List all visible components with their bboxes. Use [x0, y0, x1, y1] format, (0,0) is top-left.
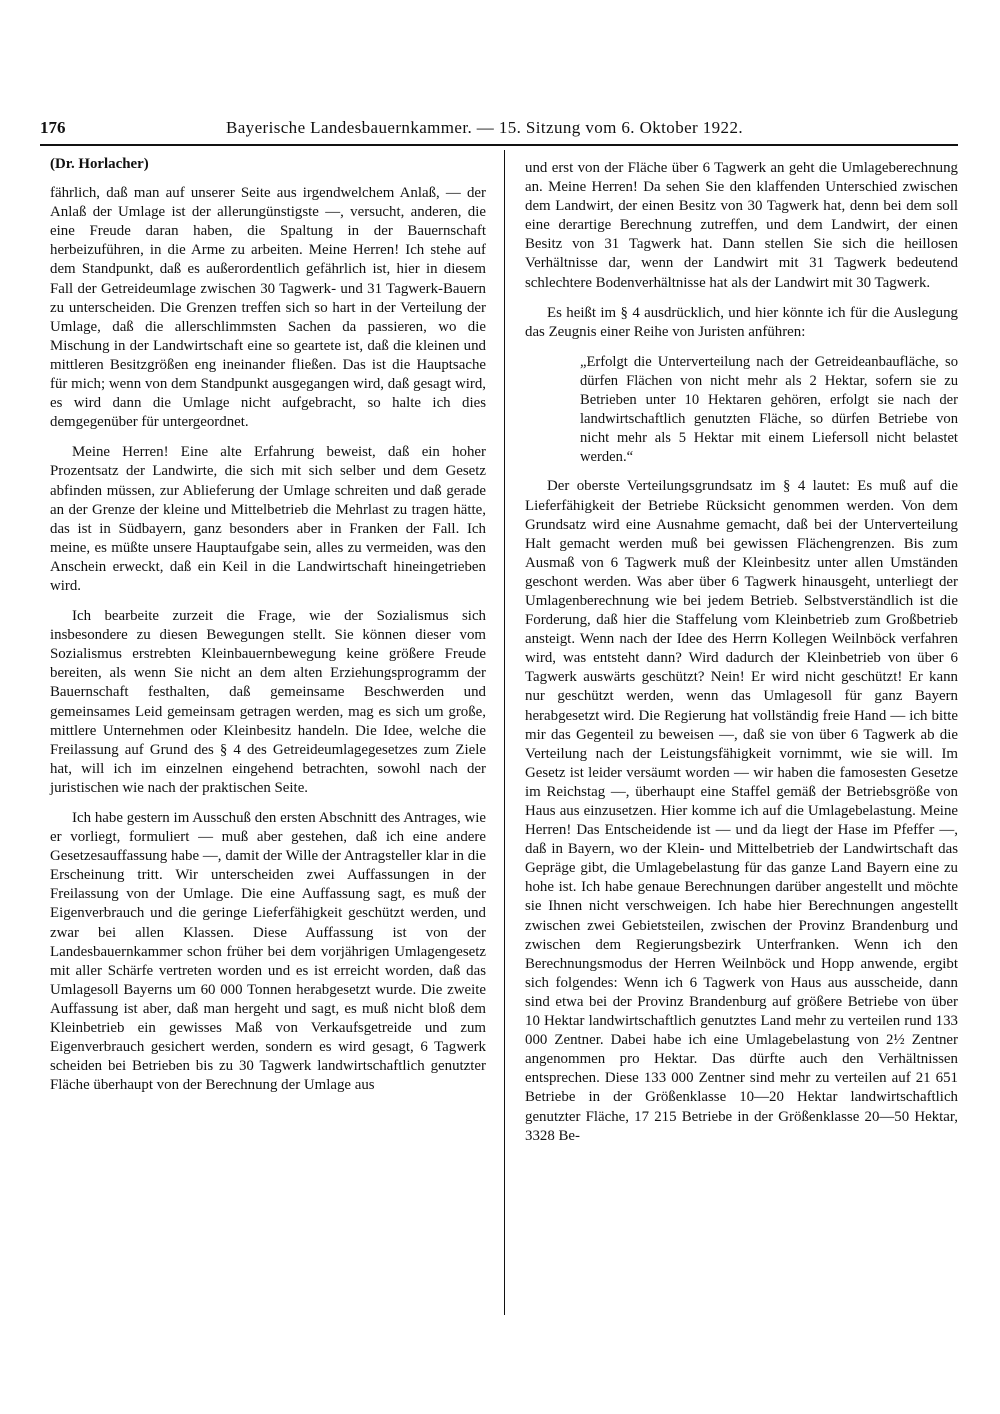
- paragraph: Ich habe gestern im Ausschuß den ersten Abschnitt des Antrages, wie er vorliegt, formuliert — muß aber gestehen, daß ich eine andere Gesetzesauffassung habe —, damit der Wille der Antragsteller klar in die Erscheinung tritt. Wir unterscheiden zwei Auffassungen in der Freilassung von der Umlage. Die eine Auffassung sagt, es muß der Eigenverbrauch und die geringe Lieferfähigkeit geschützt werden, und zwar bei allen Klassen. Diese Auffassung ist von der Landesbauernkammer schon früher bei dem vorjährigen Umlagengesetz mit aller Schärfe vertreten worden und es ist erreicht worden, daß das Umlagesoll Bayerns um 60 000 Tonnen herabgesetzt wurde. Die zweite Auffassung ist aber, daß man hergeht und sagt, es muß nicht bloß dem Kleinbetrieb ein gewisses Maß von Verkaufsgetreide und zum Eigenverbrauch gesichert werden, sondern es wird gesagt, 6 Tagwerk scheiden bei Betrieben bis zu 30 Tagwerk landwirtschaftlich genutzter Fläche überhaupt von der Berechnung der Umlage aus: [50, 810, 486, 1094]
- running-title: Bayerische Landesbauernkammer. — 15. Sitzung vom 6. Oktober 1922.: [226, 118, 743, 137]
- paragraph: Ich bearbeite zurzeit die Frage, wie der Sozialismus sich insbesondere zu diesen Bewegungen stellt. Sie können dieser vom Sozialismus erstrebten Kleinbauernbewegung keine größere Freude bereiten, als wenn Sie nicht an dem alten Erziehungsprogramm der Bauernschaft festhalten, daß gemeinsame Beschwerden und gemeinsames Leid gemeinsam getragen werden, mag es sich um große, mittlere Unternehmen oder Kleinbesitz handeln. Die Idee, welche die Freilassung auf Grund des § 4 des Getreideumlagegesetzes zum Ziele hat, will ich im einzelnen eingehend betrachten, sowohl nach der juristischen wie nach der praktischen Seite.: [50, 608, 486, 796]
- paragraph: und erst von der Fläche über 6 Tagwerk an geht die Umlageberechnung an. Meine Herren! Da sehen Sie den klaffenden Unterschied zwischen dem Landwirt, der einen Besitz von 30 Tagwerk hat, denn bei dem soll eine derartige Berechnung zutreffen, und dem Landwirt, der einen Besitz von 31 Tagwerk hat. Dann stellen Sie sich die heillosen Verhältnisse dar, wenn der Landwirt mit 31 Tagwerk bedeutend schlechtere Bodenverhältnisse hat als der Landwirt mit 30 Tagwerk.: [525, 160, 958, 291]
- speaker-label: (Dr. Horlacher): [50, 156, 149, 172]
- column-divider: [504, 150, 505, 1315]
- right-column: [525, 159, 958, 1157]
- page-header: [40, 114, 958, 142]
- paragraph: Meine Herren! Eine alte Erfahrung beweist, daß ein hoher Prozentsatz der Landwirte, die sich mit sich selber und dem Gesetz abfinden müssen, zur Ablieferung der Umlage schreiten und daß gerade an der Grenze der kleine und Mittelbetrieb die Mehrlast zu tragen hätte, das ist in Südbayern, ganz besonders aber in Franken der Fall. Ich meine, es müßte unsere Hauptaufgabe sein, alles zu vermeiden, was den Anschein erweckt, daß ein Keil in die Landwirtschaft hineingetrieben wird.: [50, 444, 486, 594]
- legal-quote: „Erfolgt die Unterverteilung nach der Getreideanbaufläche, so dürfen Flächen von nicht mehr als 2 Hektar, sofern sie zu Betrieben unter 10 Hektaren gehören, erfolgt sie nach der landwirtschaftlich genutzten Fläche, so dürfen Betriebe von nicht mehr als 5 Hektar mit einem Liefersoll nicht belastet werden.“: [580, 353, 958, 466]
- header-rule: [40, 144, 958, 146]
- paragraph: Der oberste Verteilungsgrundsatz im § 4 lautet: Es muß auf die Lieferfähigkeit der Betriebe Rücksicht genommen werden. Von dem Grundsatz wird eine Ausnahme gemacht, daß bei der Unterverteilung Halt gemacht werden muß bei gewissen Flächengrenzen. Bis zum Ausmaß von 6 Tagwerk muß der Kleinbesitz unter allen Umständen geschont werden. Was aber über 6 Tagwerk hinausgeht, unterliegt der Umlagenberechnung wie bei jedem Betrieb. Selbstverständlich ist die Forderung, daß hier die Staffelung vom Kleinbetrieb zum Großbetrieb ansteigt. Wenn nach der Idee des Herrn Kollegen Weilnböck verfahren wird, was entsteht dann? Wird dadurch der Kleinbetrieb von über 6 Tagwerk auswärts geschützt? Nein! Er wird nicht geschützt! Er kann nur geschützt werden, wenn das Umlagesoll für ganz Bayern herabgesetzt wird. Die Regierung hat vollständig freie Hand — ich bitte mir das Gegenteil zu beweisen —, daß sie von über 6 Tagwerk ab die Verteilung nach der Leistungsfähigkeit vornimmt, wie sie will. Im Gesetz ist leider versäumt worden — wir haben die famosesten Gesetze im Reichstag —, überhaupt eine Staffel gemäß der Betriebsgröße von Haus aus einzusetzen. Hier komme ich auf die Umlagebelastung. Meine Herren! Das Entscheidende ist — und da liegt der Hase im Pfeffer —, daß in Bayern, wo der Klein- und Mittelbetrieb der Landwirtschaft das Gepräge gibt, die Umlagebelastung für das ganze Land Bayern eine zu hohe ist. Ich habe genaue Berechnungen darüber angestellt und möchte sie Ihnen nicht verschweigen. Ich habe hier Berechnungen angestellt zwischen zwei Gebietsteilen, zwischen der Provinz Brandenburg und zwischen dem Regierungsbezirk Unterfranken. Wenn ich den Berechnungsmodus der Herren Weilnböck und Hopp anwende, ergibt sich folgendes: Wenn ich 6 Tagwerk von Haus aus ausscheide, dann sind etwa bei der Provinz Brandenburg auf größere Betriebe von über 10 Hektar landwirtschaftlich genutztes Land mehr zu verteilen rund 133 000 Zentner. Dabei habe ich eine Umlagebelastung von 2½ Zentner angenommen pro Hektar. Das dürfte auch den Verhältnissen entsprechen. Diese 133 000 Zentner sind mehr zu verteilen auf 21 651 Betriebe in der Größenklasse 10—20 Hektar landwirtschaftlich genutzter Fläche, 17 215 Betriebe in der Größenklasse 20—50 Hektar, 3328 Be-: [525, 478, 958, 1144]
- page-number: 176: [40, 118, 66, 137]
- left-column: [50, 155, 486, 1106]
- paragraph: fährlich, daß man auf unserer Seite aus irgendwelchem Anlaß, — der Anlaß der Umlage ist der allerungünstigste —, versucht, anderen, die eine Freude daran haben, die Spaltung in der Bauernschaft herbeizuführen, in die Arme zu arbeiten. Meine Herren! Ich stehe auf dem Standpunkt, daß es außerordentlich gefährlich ist, hier in diesem Fall der Getreideumlage zwischen 30 Tagwerk- und 31 Tagwerk-Bauern zu unterscheiden. Die Grenzen treffen sich so hart in der Verteilung der Umlage, daß die allerschlimmsten Sachen da passieren, wo die Mischung in der Landwirtschaft eine so geartete ist, daß die kleinen und mittleren Besitzgrößen eng ineinander fließen. Das ist die Hauptsache für mich; wenn von dem Standpunkt ausgegangen wird, daß gesagt wird, es wird dann die Umlage nicht aufgebracht, so halte ich dies demgegenüber für untergeordnet.: [50, 185, 486, 431]
- paragraph: Es heißt im § 4 ausdrücklich, und hier könnte ich für die Auslegung das Zeugnis einer Reihe von Juristen anführen:: [525, 304, 958, 340]
